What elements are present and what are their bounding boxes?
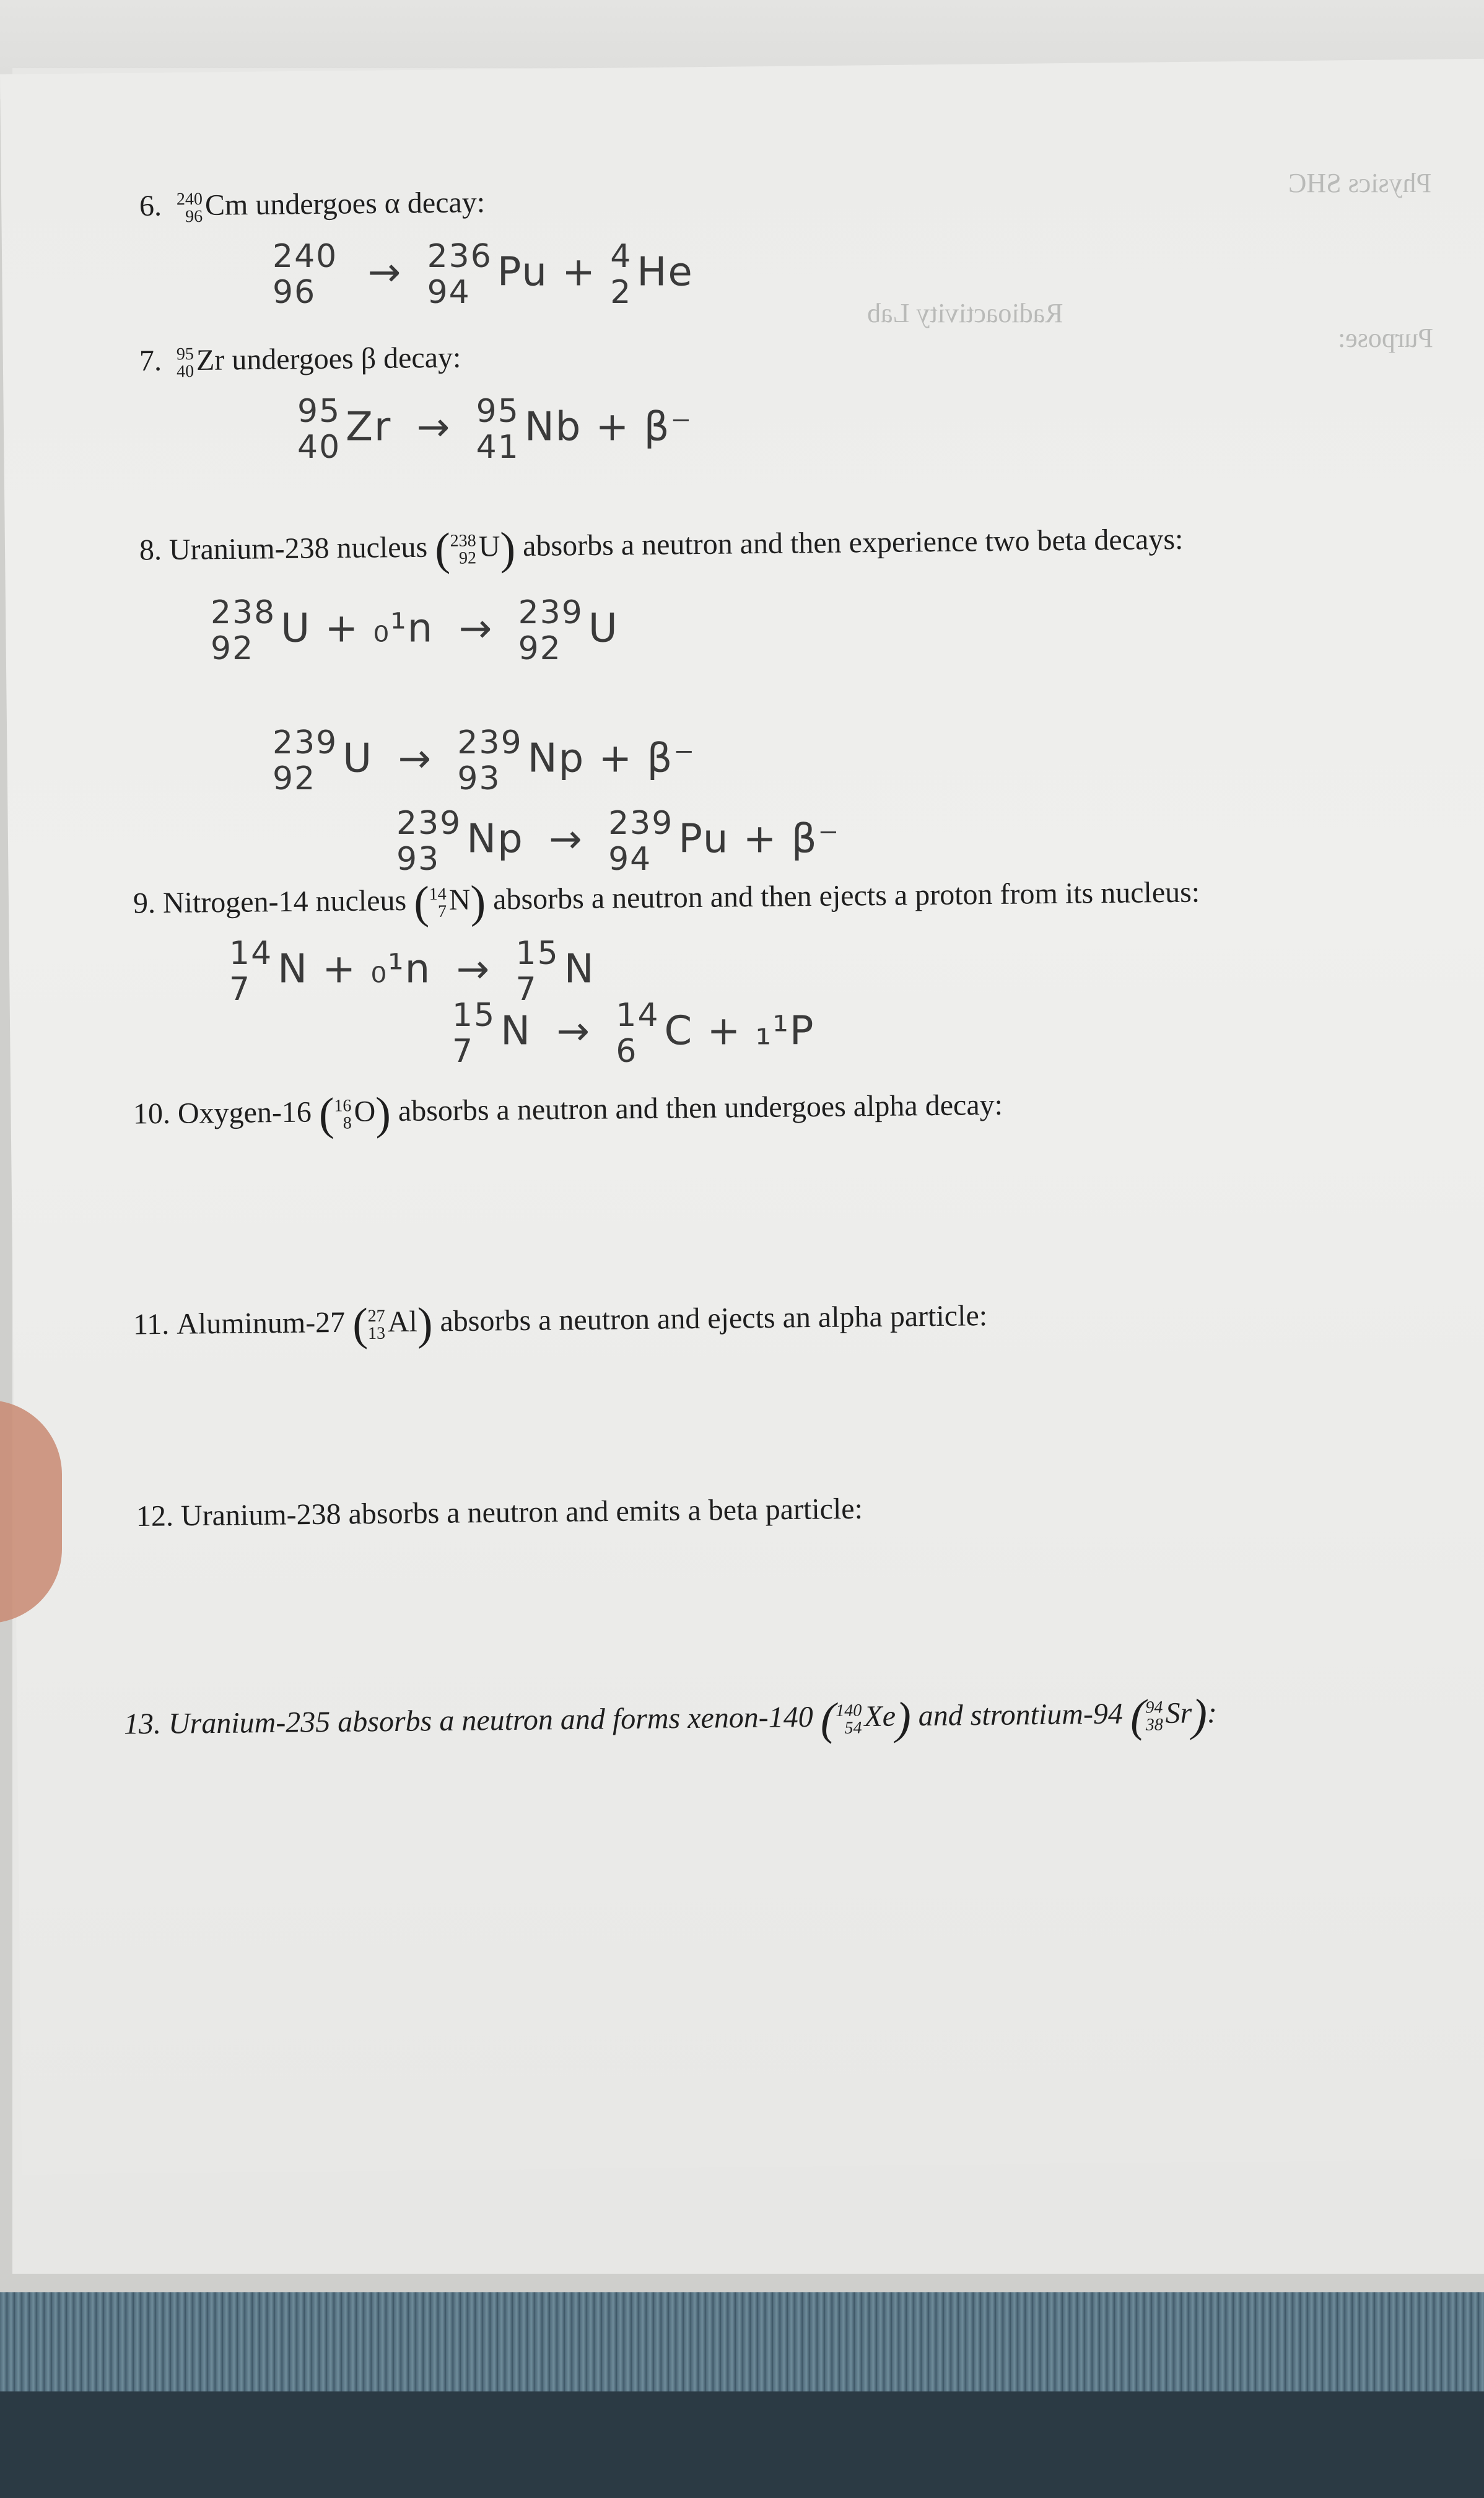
atomic: 7 xyxy=(229,971,251,1008)
product-2 xyxy=(610,239,632,310)
atomic-number: 8 xyxy=(343,1113,352,1133)
question-number: 8. xyxy=(139,533,162,567)
question-text: absorbs a neutron and then undergoes alpha decay: xyxy=(390,1088,1003,1128)
atomic: 93 xyxy=(396,841,440,878)
symbol: N xyxy=(564,946,595,993)
answer-8-line-1 xyxy=(211,595,619,667)
neutron: ₀¹n xyxy=(370,946,432,993)
nuclide-notation xyxy=(450,532,477,567)
mass: 239 xyxy=(273,724,338,761)
nuclide-notation xyxy=(177,346,194,380)
mass-number: 94 xyxy=(1145,1697,1163,1717)
arrow: → xyxy=(456,946,491,993)
question-number: 13. xyxy=(123,1707,162,1741)
bleed-through-subtitle: Radioactivity Lab xyxy=(867,298,1063,328)
mass-number: 27 xyxy=(367,1306,385,1326)
left-paren: ( xyxy=(352,1299,369,1351)
mass-number: 240 xyxy=(176,189,203,209)
left-paren: ( xyxy=(434,524,451,576)
product xyxy=(608,805,673,877)
reactant xyxy=(396,805,461,877)
arrow: → xyxy=(458,605,494,652)
atomic-number: 13 xyxy=(367,1323,386,1343)
question-number: 7. xyxy=(139,344,162,377)
question-number: 12. xyxy=(136,1499,174,1533)
mass: 239 xyxy=(518,594,583,631)
element-symbol: Cm xyxy=(204,188,248,222)
answer-9-line-2 xyxy=(452,997,814,1069)
atomic-number: 7 xyxy=(437,901,447,921)
mass: 4 xyxy=(610,238,632,275)
product-1 xyxy=(427,239,492,310)
element-symbol: N xyxy=(448,883,471,917)
atomic: 40 xyxy=(297,429,341,466)
answer-8-line-3 xyxy=(396,805,840,877)
neutron: ₀¹n xyxy=(373,605,434,652)
right-paren: ) xyxy=(470,877,486,928)
atomic: 92 xyxy=(211,630,255,667)
mass: 95 xyxy=(297,393,341,430)
element-symbol: Al xyxy=(387,1305,418,1339)
mass: 14 xyxy=(229,935,273,972)
answer-8-line-2 xyxy=(273,725,696,797)
reactant xyxy=(452,997,495,1069)
reactant xyxy=(297,393,341,465)
question-number: 6. xyxy=(139,189,162,222)
left-paren: ( xyxy=(1130,1690,1146,1742)
question-text: absorbs a neutron and ejects an alpha particle: xyxy=(432,1299,988,1338)
mass: 240 xyxy=(273,238,338,275)
answer-7 xyxy=(297,393,692,465)
mass-number: 238 xyxy=(450,530,476,551)
nuclide-notation-xenon xyxy=(836,1702,862,1737)
symbol: N + xyxy=(277,946,357,993)
right-paren: ) xyxy=(895,1693,912,1744)
left-paren: ( xyxy=(318,1089,335,1140)
product xyxy=(457,725,522,797)
question-prefix: Nitrogen-14 nucleus xyxy=(162,883,414,920)
question-11 xyxy=(133,1292,988,1354)
atomic-number: 40 xyxy=(176,362,194,382)
atomic-number: 92 xyxy=(458,548,477,568)
symbol: U xyxy=(343,735,373,782)
symbol: Pu + β⁻ xyxy=(678,816,840,862)
nuclide-notation xyxy=(334,1097,352,1132)
bleed-through-title: Physics SHC xyxy=(1288,168,1432,198)
proton: ₁¹P xyxy=(755,1008,815,1054)
product xyxy=(616,997,659,1069)
atomic: 94 xyxy=(608,841,652,878)
mass-number: 140 xyxy=(836,1701,862,1720)
mass: 239 xyxy=(608,805,674,842)
question-number: 10. xyxy=(133,1097,171,1131)
atomic: 2 xyxy=(610,274,632,311)
question-prefix: Aluminum-27 xyxy=(176,1305,353,1341)
atomic: 92 xyxy=(273,760,316,797)
atomic-number: 54 xyxy=(844,1718,862,1738)
atomic-number: 96 xyxy=(185,206,203,227)
question-prefix: Oxygen-16 xyxy=(177,1095,320,1130)
question-text: Uranium-238 absorbs a neutron and emits a beta particle: xyxy=(180,1492,863,1533)
question-7 xyxy=(139,341,461,381)
symbol: N xyxy=(500,1008,532,1054)
answer-6 xyxy=(273,239,694,310)
symbol: Pu + xyxy=(497,249,596,296)
mass: 238 xyxy=(211,594,276,631)
answer-9-line-1 xyxy=(229,936,595,1007)
arrow: → xyxy=(367,249,403,296)
reactant xyxy=(229,936,273,1007)
mass: 15 xyxy=(452,997,496,1034)
question-9 xyxy=(133,869,1200,932)
mass-number: 16 xyxy=(334,1095,352,1116)
reactant xyxy=(211,595,276,667)
question-text: Uranium-235 absorbs a neutron and forms xenon-140 xyxy=(168,1700,814,1740)
atomic: 94 xyxy=(427,274,471,311)
symbol: U + xyxy=(281,605,360,652)
question-8 xyxy=(139,515,1184,579)
element-symbol: O xyxy=(354,1095,376,1128)
symbol: He xyxy=(637,249,694,296)
symbol: U xyxy=(588,605,619,652)
mass: 15 xyxy=(515,935,559,972)
question-6 xyxy=(139,185,486,226)
question-10 xyxy=(133,1081,1003,1143)
nuclide-notation-strontium xyxy=(1145,1699,1163,1733)
right-paren: ) xyxy=(500,523,516,574)
left-paren: ( xyxy=(413,877,430,929)
symbol: Np + β⁻ xyxy=(527,735,696,782)
atomic-number: 38 xyxy=(1145,1714,1163,1735)
product xyxy=(516,936,559,1007)
atomic: 7 xyxy=(515,971,538,1008)
product xyxy=(518,595,583,667)
question-text: undergoes α decay: xyxy=(248,186,486,222)
nuclide-notation xyxy=(368,1307,386,1342)
nuclide-notation xyxy=(429,885,447,920)
question-text: undergoes β decay: xyxy=(224,341,461,377)
mass: 236 xyxy=(427,238,492,275)
right-paren: ) xyxy=(375,1088,391,1139)
question-text: absorbs a neutron and then ejects a proton from its nucleus: xyxy=(485,875,1200,916)
atomic: 96 xyxy=(273,274,316,311)
reactant xyxy=(273,725,338,797)
question-prefix: Uranium-238 nucleus xyxy=(168,530,435,567)
mass-number: 95 xyxy=(176,344,194,364)
arrow: → xyxy=(549,816,583,862)
nuclide-notation xyxy=(177,191,203,226)
mass: 239 xyxy=(396,805,462,842)
mass: 14 xyxy=(616,997,660,1034)
question-number: 9. xyxy=(133,887,156,920)
atomic: 92 xyxy=(518,630,562,667)
arrow: → xyxy=(556,1008,591,1054)
atomic: 93 xyxy=(457,760,501,797)
symbol: Zr xyxy=(346,404,392,450)
fabric-shadow xyxy=(0,2391,1484,2498)
bleed-through-label: Purpose: xyxy=(1338,323,1433,353)
question-text: absorbs a neutron and then experience two beta decays: xyxy=(515,522,1184,563)
symbol: C + xyxy=(664,1008,742,1054)
atomic: 41 xyxy=(476,429,520,466)
mass: 239 xyxy=(457,724,523,761)
element-symbol: Sr xyxy=(1165,1696,1192,1730)
mass: 95 xyxy=(476,393,520,430)
question-number: 11. xyxy=(133,1307,170,1341)
question-text-end: : xyxy=(1207,1696,1218,1730)
element-symbol: Zr xyxy=(196,343,225,377)
arrow: → xyxy=(398,735,433,782)
element-symbol: U xyxy=(478,530,500,563)
atomic: 6 xyxy=(616,1033,638,1070)
reactant xyxy=(273,239,338,310)
product xyxy=(476,393,520,465)
arrow: → xyxy=(416,404,452,450)
right-paren: ) xyxy=(1191,1689,1208,1741)
element-symbol: Xe xyxy=(864,1699,896,1733)
symbol: Nb + β⁻ xyxy=(524,404,693,450)
left-paren: ( xyxy=(820,1693,836,1745)
right-paren: ) xyxy=(417,1298,433,1350)
symbol: Np xyxy=(466,816,524,862)
atomic: 7 xyxy=(452,1033,474,1070)
mass-number: 14 xyxy=(429,884,447,904)
question-text-mid: and strontium-94 xyxy=(910,1697,1124,1733)
